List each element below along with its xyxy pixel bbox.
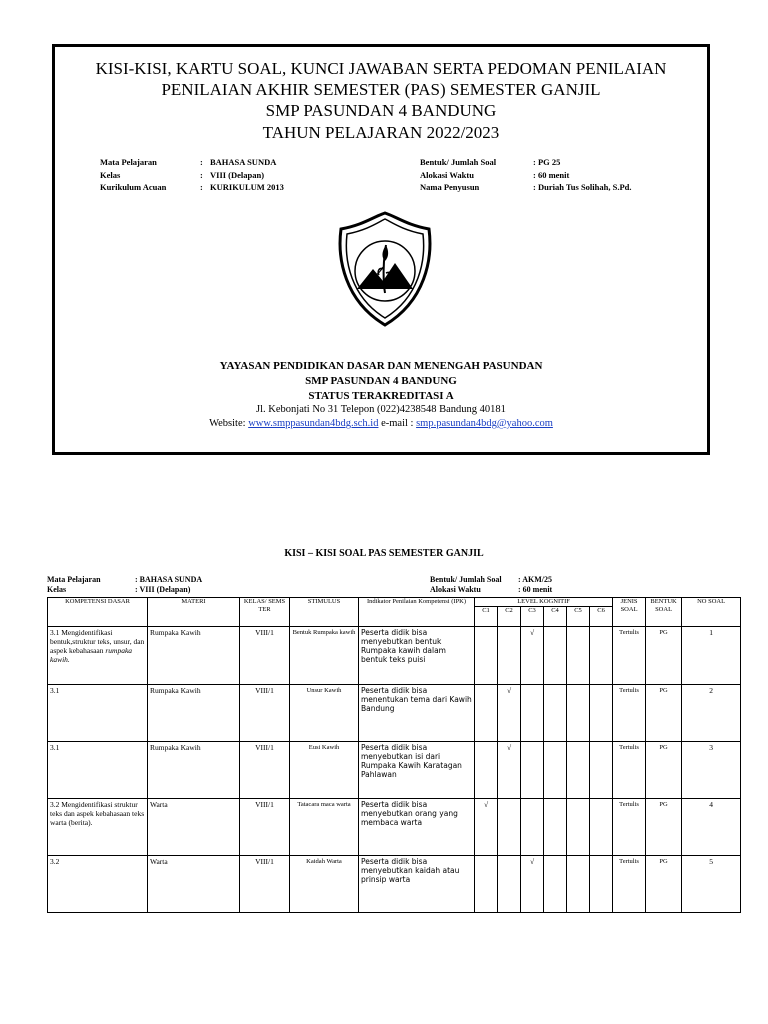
cell-level-c2: √ bbox=[498, 684, 521, 741]
meta-label: Alokasi Waktu bbox=[420, 169, 474, 180]
meta-sep: : bbox=[200, 169, 203, 180]
cell-stimulus: Tatacara maca warta bbox=[290, 798, 359, 855]
meta-value: BAHASA SUNDA bbox=[210, 157, 277, 167]
cell-kd bbox=[48, 855, 148, 912]
cell-bentuk: PG bbox=[646, 855, 682, 912]
cell-no: 3 bbox=[682, 741, 741, 798]
header-kd: KOMPETENSI DASAR bbox=[48, 598, 148, 627]
cell-level-c4 bbox=[544, 626, 567, 684]
kd-italic-text: rumpaka kawih. bbox=[50, 645, 133, 664]
cell-level-c6 bbox=[590, 798, 613, 855]
cell-bentuk: PG bbox=[646, 626, 682, 684]
cell-materi: Rumpaka Kawih bbox=[148, 741, 240, 798]
cell-level-c6 bbox=[590, 626, 613, 684]
cell-level-c3 bbox=[521, 741, 544, 798]
kmeta-label: Kelas bbox=[47, 585, 67, 594]
cell-kd bbox=[48, 741, 148, 798]
header-c6: C6 bbox=[590, 606, 613, 626]
cell-ipk: Peserta didik bisa menyebutkan kaidah atau prinsip warta bbox=[359, 855, 475, 912]
cell-level-c1 bbox=[475, 741, 498, 798]
cell-level-c4 bbox=[544, 741, 567, 798]
kd-text: 3.1 Mengidentifikasi bentuk,struktur teks, unsur, dan aspek kebahasaan bbox=[50, 627, 145, 655]
kmeta-value: : AKM/25 bbox=[518, 575, 552, 584]
cell-bentuk: PG bbox=[646, 741, 682, 798]
meta-label: Mata Pelajaran bbox=[100, 157, 157, 167]
cell-stimulus: Kaidah Warta bbox=[290, 855, 359, 912]
cell-level-c1 bbox=[475, 855, 498, 912]
cell-kd bbox=[48, 626, 148, 684]
school-logo-emblem bbox=[333, 211, 437, 329]
footer-address: Jl. Kebonjati No 31 Telepon (022)4238548 Bandung 40181 bbox=[256, 404, 506, 415]
header-materi: MATERI bbox=[148, 598, 240, 627]
kmeta-value: : VIII (Delapan) bbox=[135, 585, 191, 594]
kd-text: 3.1 bbox=[50, 742, 60, 752]
cell-level-c1: √ bbox=[475, 798, 498, 855]
cell-kelas: VIII/1 bbox=[240, 626, 290, 684]
cell-level-c6 bbox=[590, 855, 613, 912]
cell-no: 1 bbox=[682, 626, 741, 684]
kmeta-label: Alokasi Waktu bbox=[430, 585, 481, 594]
cell-jenis: Tertulis bbox=[613, 855, 646, 912]
cell-materi: Rumpaka Kawih bbox=[148, 684, 240, 741]
cell-stimulus: Unsur Kawih bbox=[290, 684, 359, 741]
table-row bbox=[48, 626, 741, 684]
cell-kelas: VIII/1 bbox=[240, 855, 290, 912]
cell-level-c1 bbox=[475, 684, 498, 741]
table-row bbox=[48, 798, 741, 855]
cover-meta-left bbox=[100, 156, 284, 194]
cell-level-c5 bbox=[567, 855, 590, 912]
meta-value: KURIKULUM 2013 bbox=[210, 182, 284, 192]
cell-level-c2 bbox=[498, 855, 521, 912]
header-stimulus: STIMULUS bbox=[290, 598, 359, 627]
meta-label: Nama Penyusun bbox=[420, 182, 480, 192]
cell-jenis: Tertulis bbox=[613, 626, 646, 684]
kisi-meta-left bbox=[47, 575, 202, 595]
kd-text: 3.2 bbox=[50, 856, 60, 866]
footer-school: SMP PASUNDAN 4 BANDUNG bbox=[305, 375, 457, 387]
cover-title-line-3: SMP PASUNDAN 4 BANDUNG bbox=[265, 101, 497, 120]
cell-level-c2 bbox=[498, 798, 521, 855]
cell-ipk: Peserta didik bisa menyebutkan orang yang membaca warta bbox=[359, 798, 475, 855]
email-label: e-mail : bbox=[378, 418, 417, 429]
meta-label: Kurikulum Acuan bbox=[100, 182, 167, 192]
cell-level-c5 bbox=[567, 798, 590, 855]
cell-no: 2 bbox=[682, 684, 741, 741]
email-link[interactable]: smp.pasundan4bdg@yahoo.com bbox=[416, 418, 553, 429]
header-c2: C2 bbox=[498, 606, 521, 626]
cell-level-c4 bbox=[544, 855, 567, 912]
cover-title-line-1: KISI-KISI, KARTU SOAL, KUNCI JAWABAN SERTA PEDOMAN PENILAIAN bbox=[95, 59, 667, 78]
table-row bbox=[48, 855, 741, 912]
footer-status: STATUS TERAKREDITASI A bbox=[308, 390, 454, 402]
kmeta-value: : 60 menit bbox=[518, 585, 553, 594]
header-kelas: KELAS/ SEMS TER bbox=[240, 598, 290, 627]
cell-level-c3: √ bbox=[521, 626, 544, 684]
cell-no: 4 bbox=[682, 798, 741, 855]
meta-value: : Duriah Tus Solihah, S.Pd. bbox=[533, 182, 632, 192]
kmeta-value: : BAHASA SUNDA bbox=[135, 575, 203, 584]
kisi-table bbox=[47, 597, 741, 913]
kisi-title: KISI – KISI SOAL PAS SEMESTER GANJIL bbox=[284, 548, 484, 559]
kd-text: 3.1 bbox=[50, 685, 60, 695]
cover-box bbox=[52, 44, 710, 455]
header-jenis: JENIS SOAL bbox=[613, 598, 646, 627]
header-ipk: Indikator Penilaian Kompetensi (IPK) bbox=[359, 598, 475, 627]
cell-jenis: Tertulis bbox=[613, 798, 646, 855]
header-level: LEVEL KOGNITIF bbox=[475, 598, 613, 607]
kmeta-label: Mata Pelajaran bbox=[47, 575, 101, 584]
cell-jenis: Tertulis bbox=[613, 684, 646, 741]
kisi-meta-right bbox=[430, 575, 552, 595]
cell-kd bbox=[48, 798, 148, 855]
cell-materi: Rumpaka Kawih bbox=[148, 626, 240, 684]
header-c3: C3 bbox=[521, 606, 544, 626]
cell-bentuk: PG bbox=[646, 684, 682, 741]
header-no: NO SOAL bbox=[682, 598, 741, 627]
cell-level-c1 bbox=[475, 626, 498, 684]
cell-level-c3 bbox=[521, 684, 544, 741]
cell-ipk: Peserta didik bisa menyebutkan bentuk Rumpaka kawih dalam bentuk teks puisi bbox=[359, 626, 475, 684]
cell-bentuk: PG bbox=[646, 798, 682, 855]
cell-level-c6 bbox=[590, 741, 613, 798]
cell-level-c3 bbox=[521, 798, 544, 855]
cell-materi: Warta bbox=[148, 798, 240, 855]
kmeta-label: Bentuk/ Jumlah Soal bbox=[430, 575, 502, 584]
cell-ipk: Peserta didik bisa menyebutkan isi dari Rumpaka Kawih Karatagan Pahlawan bbox=[359, 741, 475, 798]
meta-sep: : bbox=[200, 182, 203, 192]
table-row bbox=[48, 741, 741, 798]
cover-meta-right bbox=[420, 156, 632, 194]
website-label: Website: bbox=[209, 418, 249, 429]
cell-level-c2: √ bbox=[498, 741, 521, 798]
header-c1: C1 bbox=[475, 606, 498, 626]
cell-level-c2 bbox=[498, 626, 521, 684]
cell-level-c6 bbox=[590, 684, 613, 741]
cell-kelas: VIII/1 bbox=[240, 798, 290, 855]
cell-jenis: Tertulis bbox=[613, 741, 646, 798]
cell-kelas: VIII/1 bbox=[240, 684, 290, 741]
meta-value: VIII (Delapan) bbox=[210, 169, 265, 180]
header-c5: C5 bbox=[567, 606, 590, 626]
cover-title-line-4: TAHUN PELAJARAN 2022/2023 bbox=[262, 123, 500, 142]
cell-level-c4 bbox=[544, 684, 567, 741]
meta-sep: : bbox=[200, 157, 203, 167]
kd-text: 3.2 Mengidentifikasi struktur teks dan aspek kebahasaan teks warta (berita). bbox=[50, 799, 145, 827]
website-link[interactable]: www.smppasundan4bdg.sch.id bbox=[248, 418, 379, 429]
cell-level-c3: √ bbox=[521, 855, 544, 912]
meta-value: : PG 25 bbox=[533, 157, 561, 167]
cell-kelas: VIII/1 bbox=[240, 741, 290, 798]
cell-ipk: Peserta didik bisa menentukan tema dari Kawih Bandung bbox=[359, 684, 475, 741]
cell-no: 5 bbox=[682, 855, 741, 912]
meta-label: Bentuk/ Jumlah Soal bbox=[420, 157, 497, 167]
footer-org: YAYASAN PENDIDIKAN DASAR DAN MENENGAH PASUNDAN bbox=[219, 360, 543, 372]
cover-title-line-2: PENILAIAN AKHIR SEMESTER (PAS) SEMESTER GANJIL bbox=[161, 80, 601, 99]
cell-materi: Warta bbox=[148, 855, 240, 912]
cell-kd bbox=[48, 684, 148, 741]
meta-value: : 60 menit bbox=[533, 169, 570, 180]
cell-level-c5 bbox=[567, 684, 590, 741]
cell-level-c5 bbox=[567, 741, 590, 798]
cell-stimulus: Eusi Kawih bbox=[290, 741, 359, 798]
table-row bbox=[48, 684, 741, 741]
cell-level-c5 bbox=[567, 626, 590, 684]
cell-level-c4 bbox=[544, 798, 567, 855]
header-bentuk: BENTUK SOAL bbox=[646, 598, 682, 627]
cell-stimulus: Bentuk Rumpaka kawih bbox=[290, 626, 359, 684]
header-c4: C4 bbox=[544, 606, 567, 626]
meta-label: Kelas bbox=[100, 169, 121, 180]
footer-contact bbox=[55, 417, 707, 431]
